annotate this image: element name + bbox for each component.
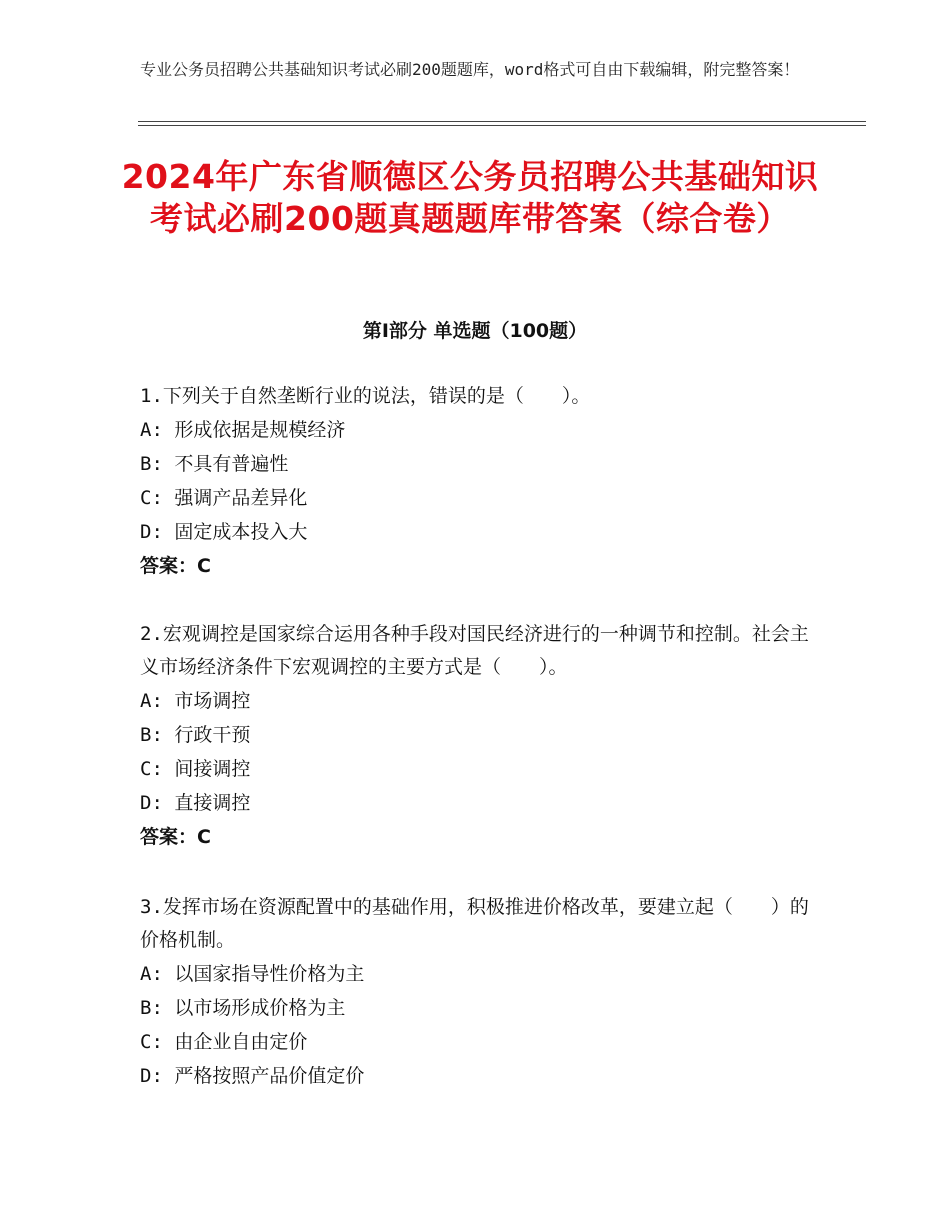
option-c: C: 强调产品差异化 [140,487,308,509]
header-rule-bottom [138,125,866,126]
option-d: D: 直接调控 [140,792,251,814]
question-1 [140,380,820,583]
option-d: D: 严格按照产品价值定价 [140,1065,365,1087]
document-title: 2024年广东省顺德区公务员招聘公共基础知识考试必刷200题真题题库带答案（综合卷） [121,157,819,238]
answer: 答案：C [140,555,211,577]
option-b: B: 不具有普遍性 [140,453,289,475]
question-stem: 1.下列关于自然垄断行业的说法，错误的是（ ）。 [140,385,591,407]
section-title: 第Ⅰ部分 单选题（100题） [362,320,588,342]
option-b: B: 以市场形成价格为主 [140,997,346,1019]
answer: 答案：C [140,826,211,848]
question-stem: 2.宏观调控是国家综合运用各种手段对国民经济进行的一种调节和控制。社会主义市场经济条件下宏观调控的主要方式是（ ）。 [140,623,809,678]
question-stem: 3.发挥市场在资源配置中的基础作用，积极推进价格改革，要建立起（ ）的价格机制。 [140,896,809,951]
header-note: 专业公务员招聘公共基础知识考试必刷200题题库，word格式可自由下载编辑，附完整答案！ [140,60,800,79]
question-3 [140,891,820,1093]
option-a: A: 形成依据是规模经济 [140,419,346,441]
option-d: D: 固定成本投入大 [140,521,308,543]
option-a: A: 以国家指导性价格为主 [140,963,365,985]
option-c: C: 间接调控 [140,758,251,780]
question-2 [140,618,820,854]
option-c: C: 由企业自由定价 [140,1031,308,1053]
option-b: B: 行政干预 [140,724,251,746]
header-rule-top [138,121,866,122]
option-a: A: 市场调控 [140,690,251,712]
